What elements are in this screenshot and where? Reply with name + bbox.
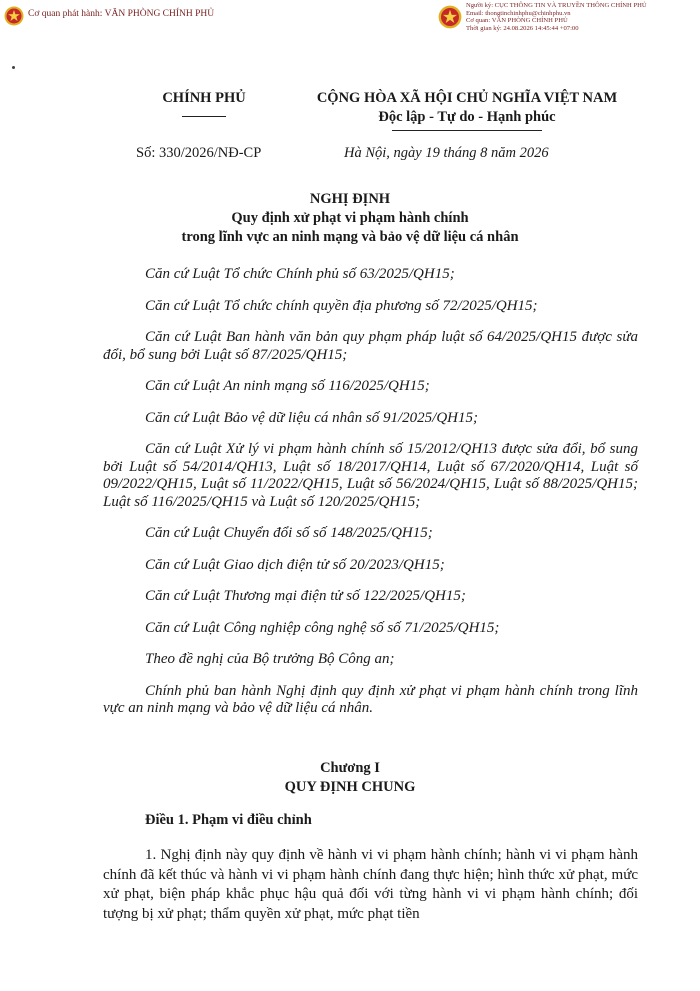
legal-basis-item: Căn cứ Luật Tổ chức chính quyền địa phương số 72/2025/QH15;: [145, 297, 538, 314]
title-line-1: Quy định xử phạt vi phạm hành chính: [231, 210, 469, 226]
national-emblem-icon: [4, 6, 24, 26]
legal-basis-item: Căn cứ Luật Tổ chức Chính phủ số 63/2025/QH15;: [145, 266, 455, 282]
signer-name: Người ký: CỤC THÔNG TIN VÀ TRUYỀN THÔNG CHÍNH PHỦ: [466, 2, 647, 9]
legal-basis-item: Căn cứ Luật Bảo vệ dữ liệu cá nhân số 91/2025/QH15;: [145, 409, 478, 426]
legal-basis-item: Căn cứ Luật Thương mại điện tử số 122/2025/QH15;: [145, 588, 466, 604]
issuer-label: Cơ quan phát hành: VĂN PHÒNG CHÍNH PHỦ: [28, 9, 215, 19]
issuing-body: CHÍNH PHỦ: [162, 90, 246, 106]
legal-basis-item: Căn cứ Luật Giao dịch điện tử số 20/2023/QH15;: [145, 556, 445, 573]
national-title-block: [287, 90, 647, 131]
signing-time: Thời gian ký: 24.08.2026 14:45:44 +07:00: [466, 24, 579, 32]
digital-signature-bar: [0, 0, 700, 48]
scan-speck: [12, 66, 15, 69]
motto-underline: [392, 130, 542, 131]
legal-basis-item: Căn cứ Luật An ninh mạng số 116/2025/QH15;: [145, 378, 430, 394]
place-and-date: Hà Nội, ngày 19 tháng 8 năm 2026: [344, 145, 549, 161]
document-type: NGHỊ ĐỊNH: [309, 191, 391, 207]
legal-bases: [103, 266, 638, 718]
issuing-body-underline: [182, 116, 226, 117]
promulgation-statement: Chính phủ ban hành Nghị định quy định xử phạt vi phạm hành chính trong lĩnh vực an ninh mạng và bảo vệ dữ liệu cá nhân.: [103, 682, 638, 716]
chapter-label: Chương I: [320, 760, 380, 776]
signer-email: Email: thongtinchinhphu@chinhphu.vn: [466, 9, 571, 17]
country-name: CỘNG HÒA XÃ HỘI CHỦ NGHĨA VIỆT NAM: [316, 90, 618, 106]
chapter-title: QUY ĐỊNH CHUNG: [284, 779, 416, 795]
title-line-2: trong lĩnh vực an ninh mạng và bảo vệ dữ liệu cá nhân: [181, 229, 519, 245]
legal-basis-item: Căn cứ Luật Chuyển đổi số số 148/2025/QH15;: [145, 525, 433, 541]
issuing-body-block: [124, 90, 284, 117]
proposal-line: Theo đề nghị của Bộ trưởng Bộ Công an;: [145, 651, 395, 667]
legal-basis-item: Căn cứ Luật Ban hành văn bản quy phạm pháp luật số 64/2025/QH15 được sửa đổi, bổ sung bởi Luật số 87/2025/QH15;: [103, 329, 638, 363]
legal-basis-item: Căn cứ Luật Công nghiệp công nghệ số số 71/2025/QH15;: [145, 619, 500, 636]
signature-emblem-icon: [438, 5, 462, 29]
document-title: [0, 190, 700, 247]
signer-agency: Cơ quan: VĂN PHÒNG CHÍNH PHỦ: [466, 17, 568, 25]
article-title: Điều 1. Phạm vi điều chỉnh: [145, 812, 312, 828]
document-number: Số: 330/2026/NĐ-CP: [136, 145, 262, 161]
article-clause: 1. Nghị định này quy định về hành vi vi phạm hành chính; hành vi vi phạm hành chính đã kết thúc và hành vi vi phạm hành chính đang thực hiện; hình thức xử phạt, mức xử phạt, biện pháp khắc phục hậu quả đối với từng hành vi vi phạm hành chính; đối tượng bị xử phạt; thẩm quyền xử phạt, mức phạt tiền: [103, 847, 638, 922]
national-motto: Độc lập - Tự do - Hạnh phúc: [378, 109, 556, 125]
legal-basis-item: Căn cứ Luật Xử lý vi phạm hành chính số 15/2012/QH13 được sửa đổi, bổ sung bởi Luật số 54/2014/QH13, Luật số 18/2017/QH14, Luật số 67/2020/QH14, Luật số 09/2022/QH15, Luật số 11/2022/QH15, Luật số 56/2024/QH15, Luật số 88/2025/QH15; Luật số 116/2025/QH15 và Luật số 120/2025/QH15;: [103, 441, 638, 510]
chapter-heading: [0, 759, 700, 797]
signature-details: [466, 2, 647, 32]
